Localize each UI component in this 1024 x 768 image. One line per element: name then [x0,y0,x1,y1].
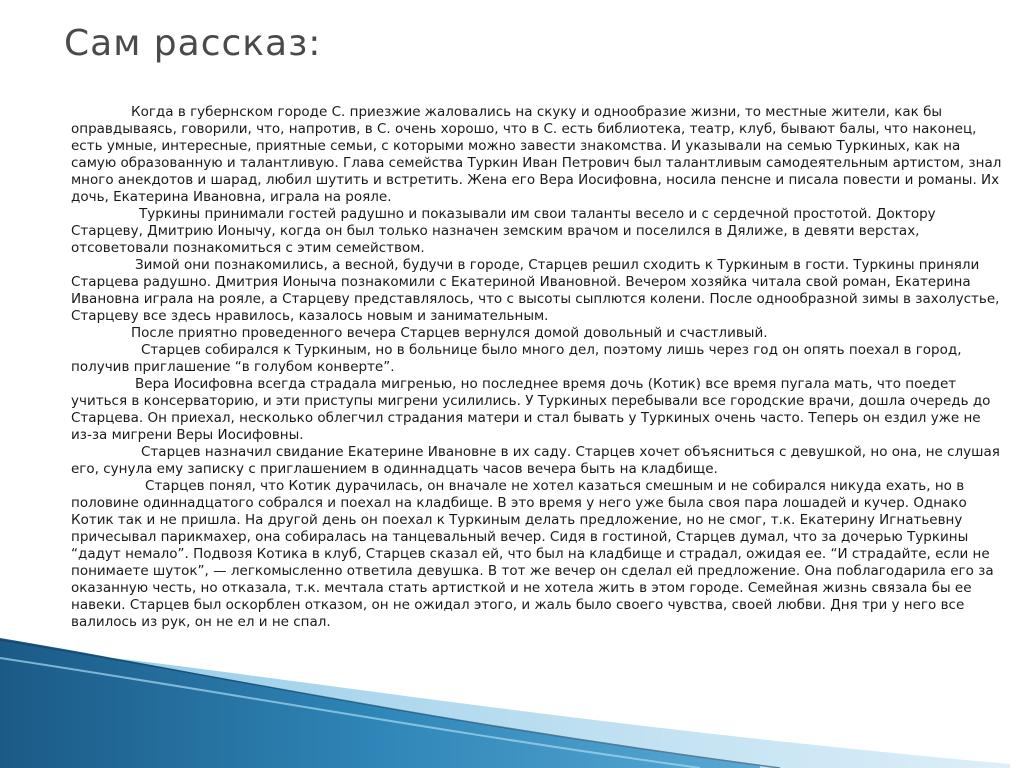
story-paragraph-6: Вера Иосифовна всегда страдала мигренью, но последнее время дочь (Котик) все время пугала мать, что поедет учиться в консерваторию, и эти приступы мигрени усилились. У Туркиных перебывали все городские врачи, дошла очередь до Старцева. Он приехал, несколько облегчил страдания матери и стал бывать у Туркиных очень часто. Теперь он ездил уже не из-за мигрени Веры Иосифовны. [71,376,991,443]
decorative-wave-graphic [0,628,1024,768]
slide-title: Сам рассказ: [64,23,322,64]
story-paragraph-3: Зимой они познакомились, а весной, будучи в городе, Старцев решил сходить к Туркиным в гости. Туркины приняли Старцева радушно. Дмитрия Ионыча познакомили с Екатериной Ивановной. Вечером хозяйка читала свой роман, Екатерина Ивановна играла на рояле, а Старцеву представлялось, что с высоты сыплются колени. После однообразной зимы в захолустье, Старцеву все здесь нравилось, казалось новым и занимательным. [71,257,1000,324]
story-paragraph-4: После приятно проведенного вечера Старцев вернулся домой довольный и счастливый. [131,325,768,341]
story-paragraph-8: Старцев понял, что Котик дурачилась, он вначале не хотел казаться смешным и не собирался никуда ехать, но в половине одиннадцатого собрался и поехал на кладбище. В это время у него уже была своя пара лошадей и кучер. Однако Котик так и не пришла. На другой день он поехал к Туркиным делать предложение, но не смог, т.к. Екатерину Игнатьевну причесывал парикмахер, она собиралась на танцевальный вечер. Сидя в гостиной, Старцев думал, что за дочерью Туркины “дадут немало”. Подвозя Котика в клуб, Старцев сказал ей, что был на кладбище и страдал, ожидая ее. “И страдайте, если не понимаете шуток”, — легкомысленно ответила девушка. В тот же вечер он сделал ей предложение. Она поблагодарила его за оказанную честь, но отказала, т.к. мечтала стать артисткой и не хотела жить в этом городе. Семейная жизнь связала бы ее навеки. Старцев был оскорблен отказом, он не ожидал этого, и жаль было своего чувства, своей любви. Дня три у него все валилось из рук, он не ел и не спал. [71,478,994,630]
decor-light-band [0,646,1010,768]
story-text [71,104,1005,631]
story-paragraph-5: Старцев собирался к Туркиным, но в больнице было много дел, поэтому лишь через год он опять поехал в город, получив приглашение “в голубом конверте”. [71,342,962,375]
decor-dark-band [0,638,760,768]
story-paragraph-7: Старцев назначил свидание Екатерине Ивановне в их саду. Старцев хочет объясниться с девушкой, но она, не слушая его, сунула ему записку с приглашением в одиннадцать часов вечера быть на кладбище. [71,444,1000,477]
story-paragraph-2: Туркины принимали гостей радушно и показывали им свои таланты весело и с сердечной простотой. Доктору Старцеву, Дмитрию Ионычу, когда он был только назначен земским врачом и поселился в Дялиже, в девяти верстах, отсоветовали познакомиться с этим семейством. [71,206,936,256]
decor-highlight-line [0,658,700,768]
story-paragraph-1: Когда в губернском городе С. приезжие жаловались на скуку и однообразие жизни, то местные жители, как бы оправдываясь, говорили, что, напротив, в С. очень хорошо, что в С. есть библиотека, театр, клуб, бывают балы, что наконец, есть умные, интересные, приятные семьи, с которыми можно завести знакомства. И указывали на семью Туркиных, как на самую образованную и талантливую. Глава семейства Туркин Иван Петрович был талантливым самодеятельным артистом, знал много анекдотов и шарад, любил шутить и встретить. Жена его Вера Иосифовна, носила пенсне и писала повести и романы. Их дочь, Екатерина Ивановна, играла на рояле. [71,104,1002,205]
decor-edge-line [0,640,780,768]
